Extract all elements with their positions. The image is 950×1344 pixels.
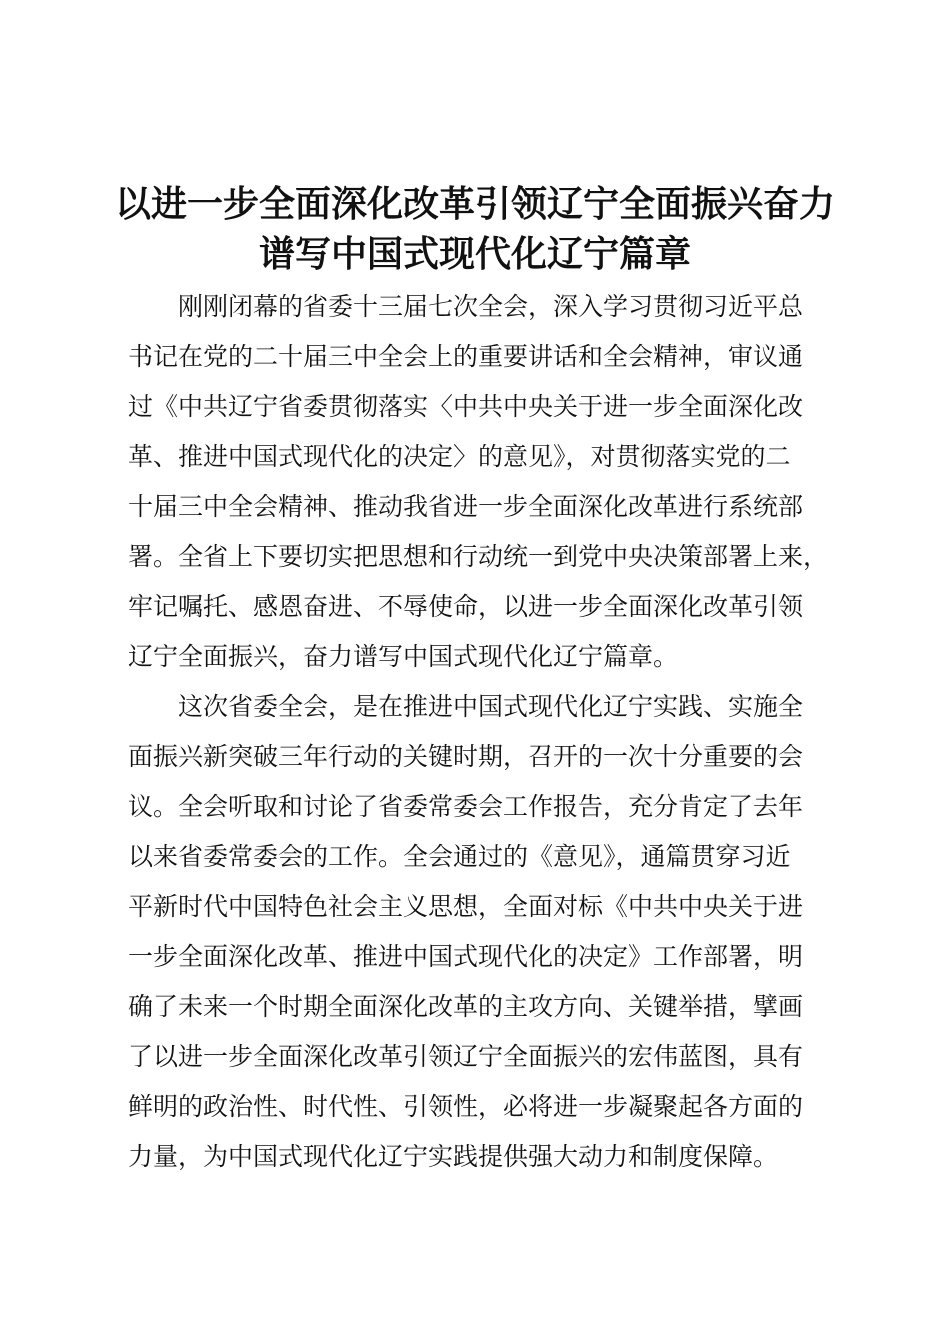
- text-line: 了以进一步全面深化改革引领辽宁全面振兴的宏伟蓝图，具有: [128, 1042, 804, 1071]
- paragraph-2: [128, 682, 850, 1182]
- text-line: 一步全面深化改革、推进中国式现代化的决定》工作部署，明: [128, 942, 804, 971]
- text-line: 这次省委全会，是在推进中国式现代化辽宁实践、实施全: [178, 692, 804, 721]
- text-line: 平新时代中国特色社会主义思想，全面对标《中共中央关于进: [128, 892, 804, 921]
- text-line: 署。全省上下要切实把思想和行动统一到党中央决策部署上来，: [128, 542, 829, 571]
- title-line: 谱写中国式现代化辽宁篇章: [258, 234, 691, 275]
- text-line: 刚刚闭幕的省委十三届七次全会，深入学习贯彻习近平总: [178, 292, 804, 321]
- document-title: [100, 180, 850, 280]
- title-line: 以进一步全面深化改革引领辽宁全面振兴奋力: [114, 184, 835, 225]
- text-line: 辽宁全面振兴，奋力谱写中国式现代化辽宁篇章。: [128, 642, 679, 671]
- text-line: 力量，为中国式现代化辽宁实践提供强大动力和制度保障。: [128, 1142, 779, 1171]
- text-line: 以来省委常委会的工作。全会通过的《意见》，通篇贯穿习近: [128, 842, 791, 871]
- text-line: 面振兴新突破三年行动的关键时期，召开的一次十分重要的会: [128, 742, 804, 771]
- text-line: 十届三中全会精神、推动我省进一步全面深化改革进行系统部: [128, 492, 804, 521]
- text-line: 议。全会听取和讨论了省委常委会工作报告，充分肯定了去年: [128, 792, 804, 821]
- text-line: 书记在党的二十届三中全会上的重要讲话和全会精神，审议通: [128, 342, 804, 371]
- text-line: 确了未来一个时期全面深化改革的主攻方向、关键举措，擘画: [128, 992, 804, 1021]
- text-line: 牢记嘱托、感恩奋进、不辱使命，以进一步全面深化改革引领: [128, 592, 804, 621]
- text-line: 过《中共辽宁省委贯彻落实〈中共中央关于进一步全面深化改: [128, 392, 804, 421]
- text-line: 鲜明的政治性、时代性、引领性，必将进一步凝聚起各方面的: [128, 1092, 804, 1121]
- paragraph-1: [128, 282, 850, 682]
- text-line: 革、推进中国式现代化的决定〉的意见》，对贯彻落实党的二: [128, 442, 791, 471]
- document-body: [128, 282, 850, 1182]
